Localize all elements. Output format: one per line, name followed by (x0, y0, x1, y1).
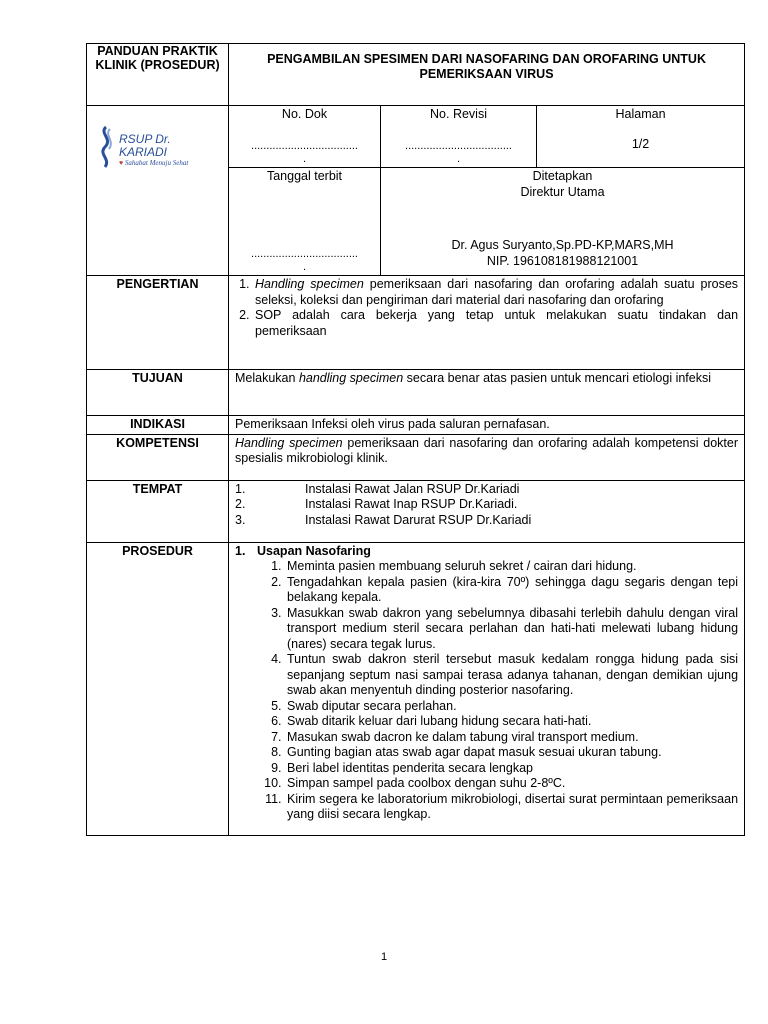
panduan-label-text: PANDUAN PRAKTIK KLINIK (PROSEDUR) (95, 44, 220, 72)
no-dok-value: ................................... (251, 139, 358, 152)
prosedur-step: 7. Masukan swab dacron ke dalam tabung viral transport medium. (285, 730, 738, 746)
tempat-item (235, 482, 738, 498)
tanggal-value: ................................... (251, 247, 358, 260)
tempat-content (229, 480, 745, 542)
tempat-item (235, 497, 738, 513)
prosedur-step: 2. Tengadahkan kepala pasien (kira-kira 70º) sehingga dagu segaris dengan tepi belakang kepala. (285, 575, 738, 606)
ditetapkan-label: Ditetapkan (532, 169, 593, 183)
tujuan-content (229, 370, 745, 416)
no-revisi-value: ................................... (405, 139, 512, 152)
logo-cell (87, 106, 229, 276)
no-dok-label: No. Dok (281, 107, 328, 121)
logo-name: RSUP Dr. KARIADI (118, 131, 171, 159)
tempat-item-num: 3. (235, 512, 246, 527)
tujuan-label: TUJUAN (87, 370, 229, 416)
no-dok-value-2: . (302, 153, 307, 165)
pengertian-list (235, 277, 738, 339)
prosedur-label: PROSEDUR (87, 542, 229, 835)
kompetensi-content (229, 434, 745, 480)
no-revisi-value-2: . (456, 153, 461, 165)
tempat-item-num: 2. (235, 497, 246, 511)
tanggal-cell (229, 168, 381, 276)
prosedur-steps (235, 559, 738, 823)
prosedur-step: 11. Kirim segera ke laboratorium mikrobiologi, disertai surat permintaan pemeriksaan yang diisi secara lengkap. (285, 792, 738, 823)
panduan-label (87, 44, 229, 106)
prosedur-step: 3. Masukkan swab dakron yang sebelumnya dibasahi terlebih dahulu dengan viral transport medium steril secara perlahan dan hati-hati melewati lubang hidung (nares) secara tegak lurus. (285, 606, 738, 653)
tempat-item-text: Instalasi Rawat Jalan RSUP Dr.Kariadi (305, 481, 520, 496)
pengertian-content (229, 276, 745, 370)
halaman-label: Halaman (615, 107, 666, 121)
pengertian-item-em: Handling specimen (255, 277, 364, 291)
pengertian-label: PENGERTIAN (87, 276, 229, 370)
prosedur-step: 1. Meminta pasien membuang seluruh sekret / cairan dari hidung. (285, 559, 738, 575)
sop-table (86, 43, 745, 836)
signer-name: Dr. Agus Suryanto,Sp.PD-KP,MARS,MH (451, 238, 674, 252)
tanggal-label: Tanggal terbit (266, 169, 343, 183)
tempat-item (235, 513, 738, 529)
prosedur-step: 6. Swab ditarik keluar dari lubang hidung secara hati-hati. (285, 714, 738, 730)
kompetensi-label: KOMPETENSI (87, 434, 229, 480)
direktur-label: Direktur Utama (520, 184, 605, 199)
prosedur-step: 10. Simpan sampel pada coolbox dengan suhu 2-8ºC. (285, 776, 738, 792)
halaman-value: 1/2 (631, 136, 650, 151)
prosedur-step: 5. Swab diputar secara perlahan. (285, 699, 738, 715)
indikasi-label: INDIKASI (87, 416, 229, 435)
indikasi-content: Pemeriksaan Infeksi oleh virus pada saluran pernafasan. (229, 416, 745, 435)
pengertian-item-text: pemeriksaan dari nasofaring dan orofaring adalah suatu proses seleksi, koleksi dan pengiriman dari material dari nasofaring dan orofaring (255, 277, 739, 307)
no-revisi-label: No. Revisi (430, 107, 487, 121)
halaman-cell (537, 106, 745, 168)
tempat-item-num: 1. (235, 481, 246, 496)
tujuan-text-pre: Melakukan (235, 371, 299, 385)
tujuan-text-em: handling specimen (298, 371, 404, 385)
prosedur-step: 9. Beri label identitas penderita secara lengkap (285, 761, 738, 777)
no-dok-cell (229, 106, 381, 168)
tanggal-value-2: . (302, 261, 307, 273)
logo-tagline-text: Sahabat Menuju Sehat (124, 158, 189, 167)
ditetapkan-cell (381, 168, 745, 276)
tempat-label: TEMPAT (87, 480, 229, 542)
prosedur-content (229, 542, 745, 835)
pengertian-item (253, 277, 738, 308)
tempat-item-text: Instalasi Rawat Inap RSUP Dr.Kariadi. (305, 497, 518, 511)
kompetensi-text-em: Handling specimen (235, 435, 343, 450)
tempat-item-text: Instalasi Rawat Darurat RSUP Dr.Kariadi (305, 512, 532, 527)
pengertian-item (253, 308, 738, 339)
kompetensi-text-post: pemeriksaan dari nasofaring dan orofaring adalah kompetensi dokter spesialis mikrobiologi klinik. (235, 435, 739, 465)
prosedur-section-num: 1. (235, 543, 246, 558)
page-number: 1 (380, 951, 388, 963)
hospital-logo (93, 121, 222, 179)
document-title-text: PENGAMBILAN SPESIMEN DARI NASOFARING DAN OROFARING UNTUK PEMERIKSAAN VIRUS (267, 52, 706, 81)
no-revisi-cell (381, 106, 537, 168)
tujuan-text-post: secara benar atas pasien untuk mencari etiologi infeksi (403, 371, 711, 385)
document-title (229, 44, 745, 106)
logo-tagline (119, 159, 222, 168)
heart-icon: ♥ (118, 158, 124, 167)
prosedur-step: 8. Gunting bagian atas swab agar dapat masuk sesuai ukuran tabung. (285, 745, 738, 761)
logo-mark-icon (95, 125, 117, 175)
signer-nip: NIP. 196108181988121001 (486, 253, 639, 268)
pengertian-item-text: SOP adalah cara bekerja yang tetap untuk melakukan suatu tindakan dan pemeriksaan (255, 308, 739, 338)
prosedur-section-title: Usapan Nasofaring (257, 543, 371, 558)
prosedur-step: 4. Tuntun swab dakron steril tersebut masuk kedalam rongga hidung pada sisi sepanjang septum nasi sampai terasa adanya tahanan, dengan demikian ujung swab akan menyentuh dinding posterior nasofaring. (285, 652, 738, 699)
prosedur-section-heading (235, 544, 738, 560)
